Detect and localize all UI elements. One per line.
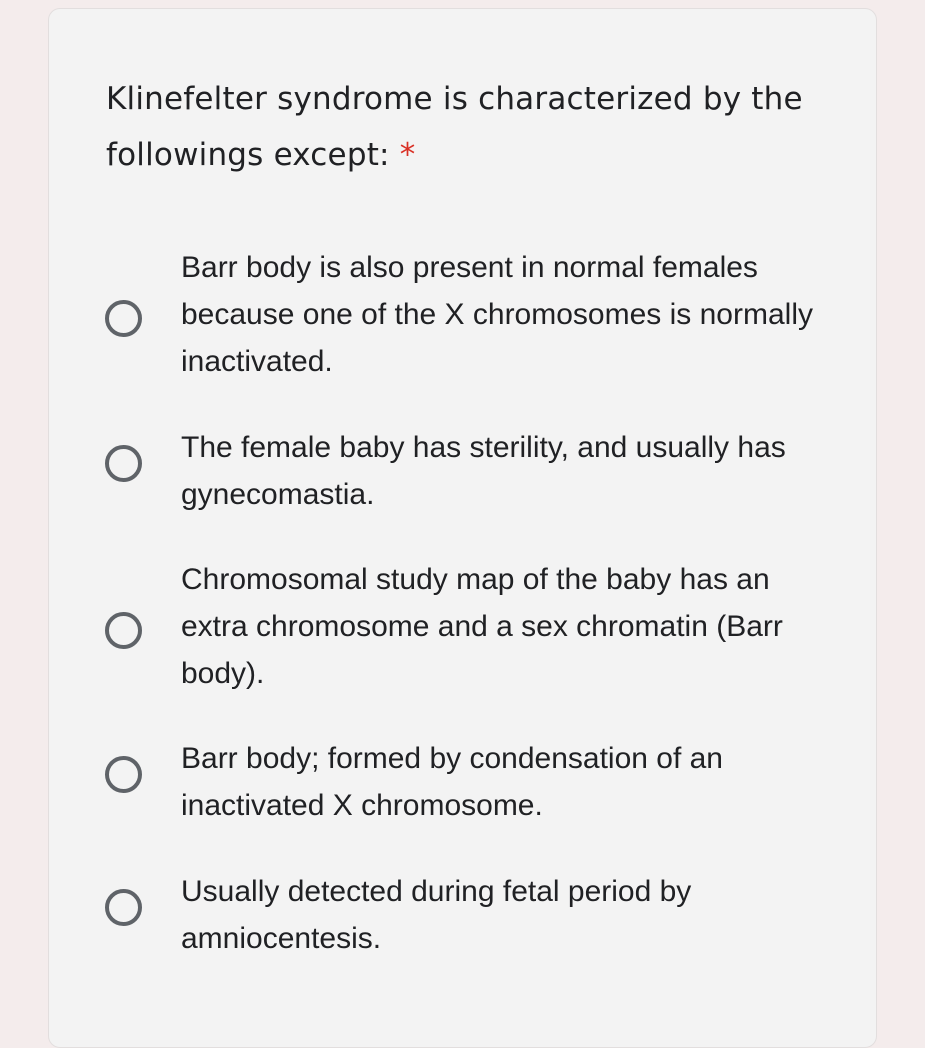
option-label[interactable]: Barr body is also present in normal females because one of the X chromosomes is normally inactivated. (181, 251, 813, 378)
radio-button[interactable] (105, 612, 142, 649)
option-label[interactable]: Chromosomal study map of the baby has an extra chromosome and a sex chromatin (Barr body). (181, 563, 783, 690)
question-text: Klinefelter syndrome is characterized by the followings except: (106, 81, 803, 173)
radio-button[interactable] (105, 445, 142, 482)
question-title (106, 71, 826, 183)
option-label[interactable]: Barr body; formed by condensation of an inactivated X chromosome. (181, 742, 723, 822)
option-label[interactable]: The female baby has sterility, and usually has gynecomastia. (181, 431, 786, 511)
question-card (48, 8, 877, 1048)
radio-button[interactable] (105, 300, 142, 337)
radio-button[interactable] (105, 756, 142, 793)
option-label[interactable]: Usually detected during fetal period by amniocentesis. (181, 875, 692, 955)
radio-button[interactable] (105, 889, 142, 926)
required-asterisk: * (399, 137, 416, 173)
